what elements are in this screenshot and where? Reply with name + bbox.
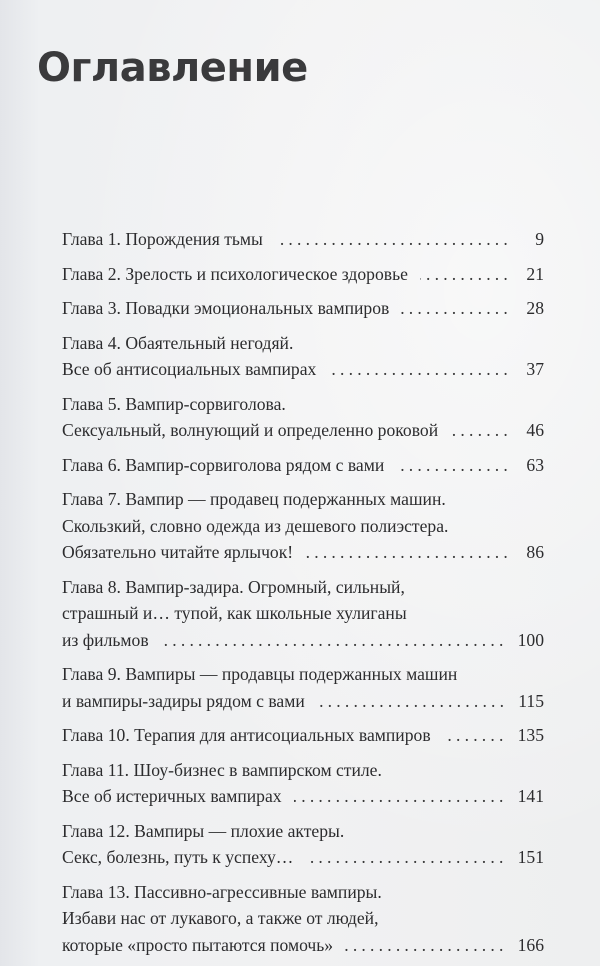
toc-entry-final-line <box>62 932 544 959</box>
page-number: 115 <box>518 690 544 711</box>
toc-entry-line <box>62 661 544 688</box>
toc-entry-final-line <box>62 844 544 871</box>
chapter-subtitle: Скользкий, словно одежда из дешевого полиэстера. <box>62 515 449 536</box>
toc-entry-line <box>62 600 544 627</box>
toc-entry <box>62 818 544 871</box>
toc-entry-final-line <box>62 261 544 288</box>
toc-entry <box>62 486 544 566</box>
chapter-title: Глава 3. Повадки эмоциональных вампиров <box>62 298 390 318</box>
toc-entry-final-line <box>62 539 544 566</box>
chapter-subtitle: Все об истеричных вампирах <box>62 786 282 806</box>
toc-entry <box>62 574 544 654</box>
dot-leader <box>317 688 508 715</box>
dot-leader <box>305 539 512 566</box>
chapter-subtitle: Сексуальный, волнующий и определенно роковой <box>62 420 439 440</box>
dot-leader <box>420 261 512 288</box>
chapter-title: Глава 12. Вампиры — плохие актеры. <box>62 820 345 841</box>
chapter-title: Глава 13. Пассивно-агрессивные вампиры. <box>62 881 382 902</box>
toc-entry-line <box>62 574 544 601</box>
chapter-subtitle: Избави нас от лукавого, а также от людей, <box>62 908 379 928</box>
page-number: 86 <box>526 542 544 562</box>
toc-entry-final-line <box>62 295 544 322</box>
page-number: 151 <box>517 847 544 867</box>
dot-leader <box>401 295 512 322</box>
toc-entry-line <box>62 757 544 784</box>
toc-entry-line <box>62 391 544 418</box>
toc-entry <box>62 879 544 959</box>
page-number: 9 <box>535 229 544 249</box>
toc-entry <box>62 722 544 749</box>
dot-leader <box>328 356 512 383</box>
toc-entry-line <box>62 513 544 540</box>
page-number: 21 <box>526 263 544 284</box>
toc-entry-line <box>62 330 544 357</box>
chapter-subtitle: Обязательно читайте ярлычок! <box>62 542 294 562</box>
chapter-subtitle: из фильмов <box>62 629 149 650</box>
toc-entry-final-line <box>62 627 544 654</box>
toc-entry <box>62 226 544 253</box>
page-number: 100 <box>517 629 544 650</box>
page-number: 135 <box>517 725 544 745</box>
chapter-subtitle: которые «просто пытаются помочь» <box>62 934 334 955</box>
chapter-subtitle: Все об антисоциальных вампирах <box>62 359 317 379</box>
chapter-subtitle: Секс, болезнь, путь к успеху… <box>62 847 294 867</box>
chapter-title: Глава 11. Шоу-бизнес в вампирском стиле. <box>62 759 382 780</box>
toc-entry <box>62 261 544 288</box>
chapter-title: Глава 5. Вампир-сорвиголова. <box>62 393 286 414</box>
toc-entry-final-line <box>62 688 544 715</box>
chapter-subtitle: и вампиры-задиры рядом с вами <box>62 690 305 711</box>
page-number: 46 <box>526 420 544 440</box>
page-number: 28 <box>526 298 544 318</box>
toc-entry-final-line <box>62 417 544 444</box>
chapter-subtitle: страшный и… тупой, как школьные хулиганы <box>62 603 407 623</box>
chapter-title: Глава 9. Вампиры — продавцы подержанных машин <box>62 664 458 684</box>
toc-entry-final-line <box>62 452 544 479</box>
toc-entry-line <box>62 879 544 906</box>
chapter-title: Глава 4. Обаятельный негодяй. <box>62 332 294 353</box>
toc-entry <box>62 295 544 322</box>
page-number: 166 <box>517 934 544 955</box>
dot-leader <box>305 844 507 871</box>
chapter-title: Глава 8. Вампир-задира. Огромный, сильный, <box>62 576 405 597</box>
toc-entry-line <box>62 818 544 845</box>
toc-entry <box>62 757 544 810</box>
dot-leader <box>345 932 508 959</box>
page-number: 63 <box>526 454 544 475</box>
toc-entry-final-line <box>62 226 544 253</box>
dot-leader <box>275 226 512 253</box>
toc-entry <box>62 452 544 479</box>
chapter-title: Глава 2. Зрелость и психологическое здоровье <box>62 263 408 284</box>
toc-entry-final-line <box>62 356 544 383</box>
chapter-title: Глава 1. Порождения тьмы <box>62 229 263 249</box>
chapter-title: Глава 7. Вампир — продавец подержанных машин. <box>62 489 446 509</box>
dot-leader <box>294 783 508 810</box>
dot-leader <box>443 722 508 749</box>
dot-leader <box>396 452 512 479</box>
page-number: 141 <box>517 786 544 806</box>
toc-entry-line <box>62 486 544 513</box>
toc-entry-line <box>62 905 544 932</box>
table-of-contents <box>62 226 544 966</box>
dot-leader <box>450 417 512 444</box>
chapter-title: Глава 10. Терапия для антисоциальных вампиров <box>62 725 431 745</box>
toc-entry-final-line <box>62 783 544 810</box>
page-title: Оглавление <box>37 45 308 91</box>
dot-leader <box>161 627 508 654</box>
toc-entry-final-line <box>62 722 544 749</box>
toc-entry <box>62 330 544 383</box>
chapter-title: Глава 6. Вампир-сорвиголова рядом с вами <box>62 454 385 475</box>
page-number: 37 <box>526 359 544 379</box>
toc-entry <box>62 391 544 444</box>
toc-entry <box>62 661 544 714</box>
